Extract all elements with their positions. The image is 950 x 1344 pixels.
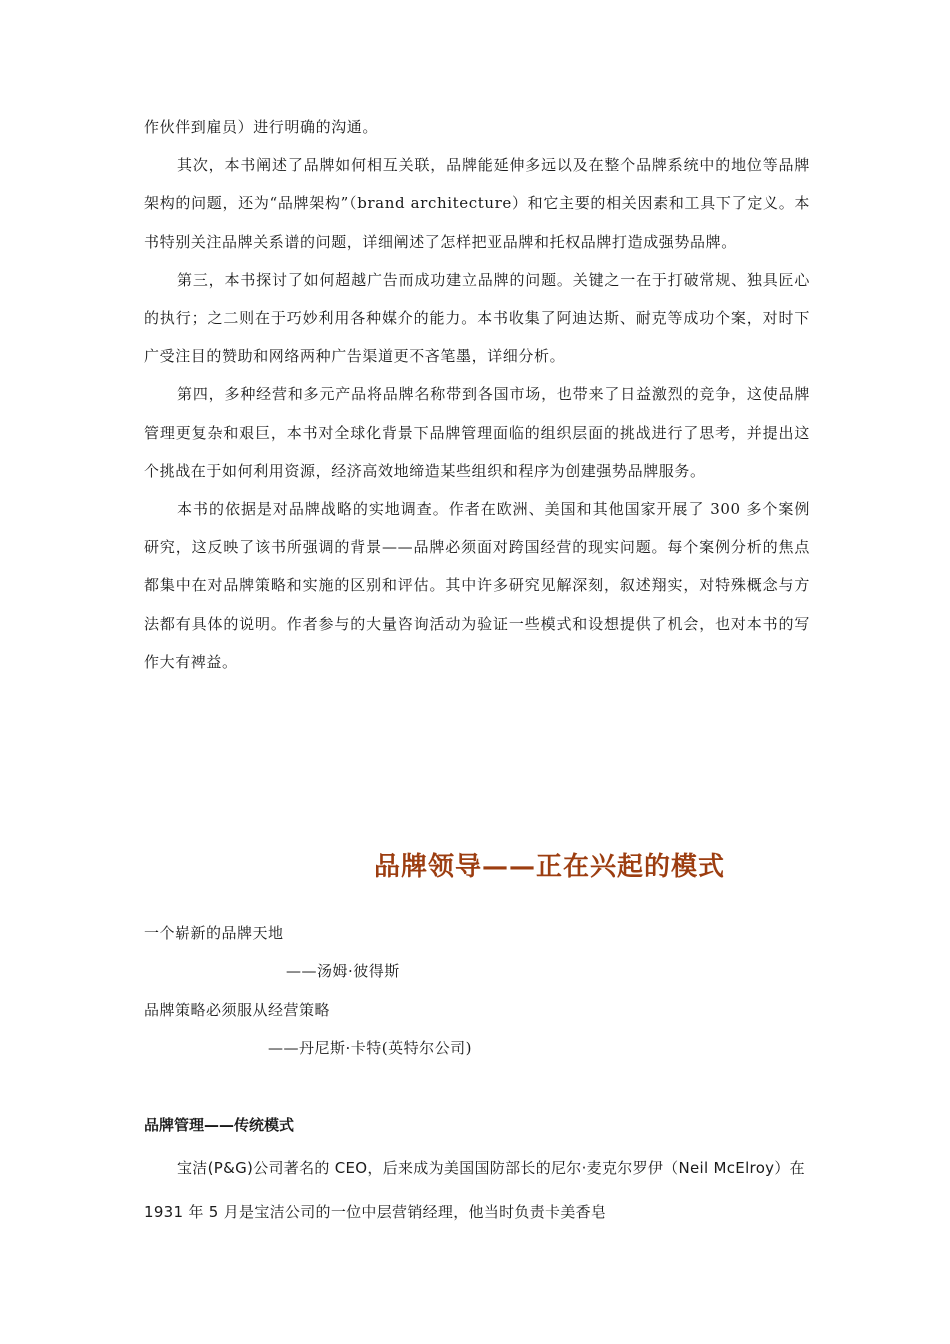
closing-paragraph: 宝洁(P&G)公司著名的 CEO，后来成为美国国防部长的尼尔·麦克尔罗伊（Neil McElroy）在 1931 年 5 月是宝洁公司的一位中层营销经理，他当时负责卡美香皂 [144,1159,805,1221]
quote-author-2: ——丹尼斯·卡特(英特尔公司) [268,1039,472,1057]
closing-text-block [144,1146,810,1234]
subheading: 品牌管理——传统模式 [144,1116,295,1134]
paragraph-second: 其次，本书阐述了品牌如何相互关联，品牌能延伸多远以及在整个品牌系统中的地位等品牌架构的问题，还为“品牌架构”（brand architecture）和它主要的相关因素和工具下了定义。本书特别关注品牌关系谱的问题，详细阐述了怎样把亚品牌和托权品牌打造成强势品牌。 [144,156,810,251]
quote-text-2: 品牌策略必须服从经营策略 [144,1001,331,1019]
paragraph-fourth: 第四，多种经营和多元产品将品牌名称带到各国市场，也带来了日益激烈的竞争，这使品牌管理更复杂和艰巨，本书对全球化背景下品牌管理面临的组织层面的挑战进行了思考，并提出这个挑战在于如何利用资源，经济高效地缔造某些组织和程序为创建强势品牌服务。 [144,385,810,480]
section-title: 品牌领导——正在兴起的模式 [374,852,726,882]
quote-text-1: 一个崭新的品牌天地 [144,924,284,942]
paragraph-third: 第三，本书探讨了如何超越广告而成功建立品牌的问题。关键之一在于打破常规、独具匠心的执行；之二则在于巧妙利用各种媒介的能力。本书收集了阿迪达斯、耐克等成功个案，对时下广受注目的赞助和网络两种广告渠道更不吝笔墨，详细分析。 [144,270,810,366]
quote-author-1: ——汤姆·彼得斯 [286,962,400,980]
paragraph-basis: 本书的依据是对品牌战略的实地调查。作者在欧洲、美国和其他国家开展了 300 多个案例研究，这反映了该书所强调的背景——品牌必须面对跨国经营的现实问题。每个案例分析的焦点都集中在对品牌策略和实施的区别和评估。其中许多研究见解深刻，叙述翔实，对特殊概念与方法都有具体的说明。作者参与的大量咨询活动为验证一些模式和设想提供了机会，也对本书的写作大有裨益。 [144,500,810,671]
intro-text-block [144,108,810,681]
paragraph-continuation: 作伙伴到雇员）进行明确的沟通。 [144,118,379,136]
